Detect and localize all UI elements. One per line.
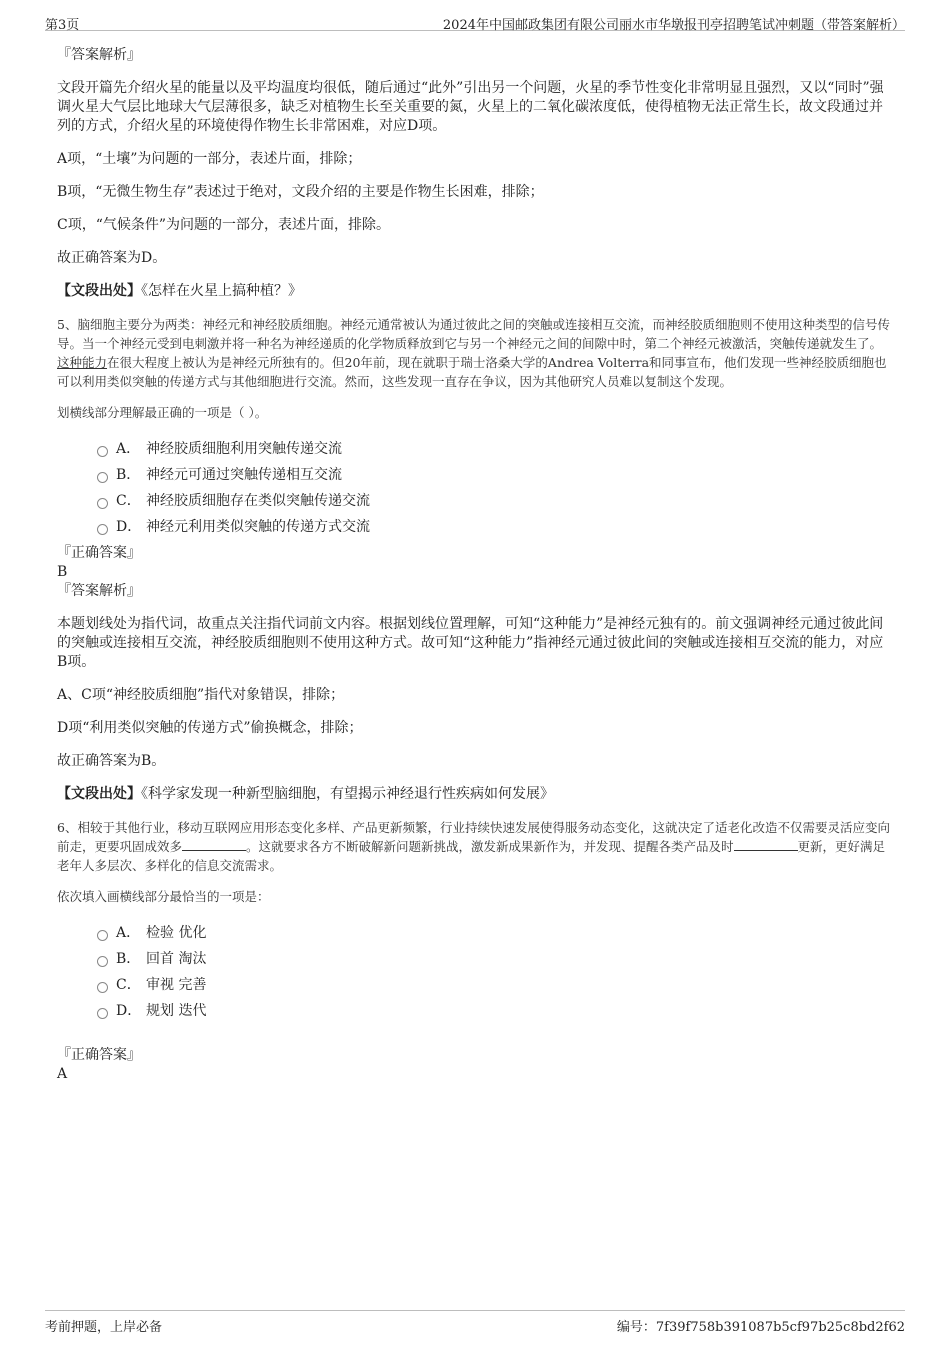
- document-id: 编号：7f39f758b391087b5cf97b25c8bd2f62: [616, 1320, 905, 1335]
- option-text: 神经元可通过突触传递相互交流: [146, 467, 342, 483]
- fill-blank-2: [734, 837, 798, 851]
- radio-icon[interactable]: [97, 930, 108, 941]
- q5-option-d-analysis: D项“利用类似突触的传递方式”偷换概念，排除；: [57, 720, 363, 736]
- option-text: 审视 完善: [146, 977, 207, 993]
- radio-icon[interactable]: [97, 982, 108, 993]
- q4-source-title: 《怎样在火星上搞种植？》: [141, 283, 302, 299]
- q4-analysis-label: 『答案解析』: [57, 47, 141, 63]
- footer-slogan: 考前押题，上岸必备: [45, 1320, 163, 1335]
- fill-blank-1: [182, 837, 246, 851]
- q4-analysis: 文段开篇先介绍火星的能量以及平均温度均很低，随后通过“此外”引出另一个问题，火星的季节性变化非常明显且强烈，又以“同时”强调火星大气层比地球大气层薄很多，缺乏对植物生长至关重要的氮，火星上的二氧化碳浓度低，使得植物无法正常生长，故文段通过并列的方式，介绍火星的环境使得作物生长非常困难，对应D项。: [57, 80, 884, 134]
- q5-option-d[interactable]: [97, 514, 892, 540]
- radio-icon[interactable]: [97, 446, 108, 457]
- radio-icon[interactable]: [97, 524, 108, 535]
- option-label: D．: [116, 519, 142, 535]
- q4-option-c-analysis: C项，“气候条件”为问题的一部分，表述片面，排除。: [57, 217, 391, 233]
- q5-analysis: 本题划线处为指代词，故重点关注指代词前文内容。根据划线位置理解，可知“这种能力”是神经元独有的。前文强调神经元通过彼此间的突触或连接相互交流，神经胶质细胞则不使用这种方式。故可知“这种能力”指神经元通过彼此间的突触或连接相互交流的能力，对应B项。: [57, 616, 884, 670]
- option-label: B．: [116, 467, 141, 483]
- q6-prompt: 依次填入画横线部分最恰当的一项是：: [57, 889, 270, 904]
- q5-source-label: 【文段出处】: [57, 786, 141, 802]
- q4-conclusion: 故正确答案为D。: [57, 250, 167, 266]
- q4-option-b-analysis: B项，“无微生物生存”表述过于绝对，文段介绍的主要是作物生长困难，排除；: [57, 184, 544, 200]
- q6-stem-part3: 更新，更好满足老年人多层次、多样化的信息交流需求。: [57, 839, 886, 873]
- q4-option-a-analysis: A项，“土壤”为问题的一部分，表述片面，排除；: [57, 151, 362, 167]
- q6-options: [97, 920, 892, 1024]
- q6-stem-part1: 6、相较于其他行业，移动互联网应用形态变化多样、产品更新频繁，行业持续快速发展使得服务动态变化，这就决定了适老化改造不仅需要灵活应变向前走，更要巩固成效多: [57, 820, 890, 854]
- q5-options: [97, 436, 892, 540]
- q6-stem-part2: 。这就要求各方不断破解新问题新挑战，激发新成果新作为，并发现、提醒各类产品及时: [246, 839, 734, 854]
- q5-analysis-label: 『答案解析』: [57, 583, 141, 599]
- option-text: 神经元利用类似突触的传递方式交流: [146, 519, 370, 535]
- q5-source: [57, 785, 892, 804]
- option-label: A．: [116, 441, 141, 457]
- q5-stem: [57, 315, 892, 391]
- q5-source-title: 《科学家发现一种新型脑细胞，有望揭示神经退行性疾病如何发展》: [141, 786, 554, 802]
- q5-stem-after: 在很大程度上被认为是神经元所独有的。但20年前，现在就职于瑞士洛桑大学的Andrea Volterra和同事宣布，他们发现一些神经胶质细胞也可以利用类似突触的传递方式与其他细胞进行交流。然而，这些发现一直存在争议，因为其他研究人员难以复制这个发现。: [57, 355, 887, 389]
- q5-conclusion: 故正确答案为B。: [57, 753, 166, 769]
- q5-option-c[interactable]: [97, 488, 892, 514]
- q6-option-d[interactable]: [97, 998, 892, 1024]
- q6-option-c[interactable]: [97, 972, 892, 998]
- q5-stem-underlined: 这种能力: [57, 355, 108, 370]
- q6-option-a[interactable]: [97, 920, 892, 946]
- q6-option-b[interactable]: [97, 946, 892, 972]
- q4-source-label: 【文段出处】: [57, 283, 141, 299]
- q6-answer: A: [57, 1066, 68, 1082]
- option-text: 神经胶质细胞存在类似突触传递交流: [146, 493, 370, 509]
- page-number: 第3页: [45, 18, 80, 33]
- option-text: 检验 优化: [146, 925, 207, 941]
- document-title: 2024年中国邮政集团有限公司丽水市华墩报刊亭招聘笔试冲刺题（带答案解析）: [442, 18, 905, 33]
- option-label: D．: [116, 1003, 142, 1019]
- radio-icon[interactable]: [97, 472, 108, 483]
- q6-answer-label: 『正确答案』: [57, 1047, 141, 1063]
- option-text: 神经胶质细胞利用突触传递交流: [146, 441, 342, 457]
- q4-source: [57, 282, 892, 301]
- main-content: [57, 46, 892, 1084]
- page-footer: [45, 1310, 905, 1341]
- q5-option-a[interactable]: [97, 436, 892, 462]
- radio-icon[interactable]: [97, 956, 108, 967]
- q5-option-ac-analysis: A、C项“神经胶质细胞”指代对象错误，排除；: [57, 687, 345, 703]
- q6-stem: [57, 818, 892, 875]
- page-header: [45, 8, 905, 31]
- q5-prompt: 划横线部分理解最正确的一项是（ ）。: [57, 405, 268, 420]
- option-label: C．: [116, 493, 141, 509]
- q5-answer-label: 『正确答案』: [57, 545, 141, 561]
- q5-option-b[interactable]: [97, 462, 892, 488]
- option-text: 回首 淘汰: [146, 951, 207, 967]
- q5-stem-before: 5、脑细胞主要分为两类：神经元和神经胶质细胞。神经元通常被认为通过彼此之间的突触或连接相互交流，而神经胶质细胞则不使用这种类型的信号传导。当一个神经元受到电刺激并将一种名为神经递质的化学物质释放到它与另一个神经元之间的间隙中时，第二个神经元被激活，突触传递就发生了。: [57, 317, 890, 351]
- radio-icon[interactable]: [97, 1008, 108, 1019]
- radio-icon[interactable]: [97, 498, 108, 509]
- option-text: 规划 迭代: [146, 1003, 207, 1019]
- option-label: C．: [116, 977, 141, 993]
- option-label: B．: [116, 951, 141, 967]
- q5-answer: B: [57, 564, 68, 580]
- option-label: A．: [116, 925, 141, 941]
